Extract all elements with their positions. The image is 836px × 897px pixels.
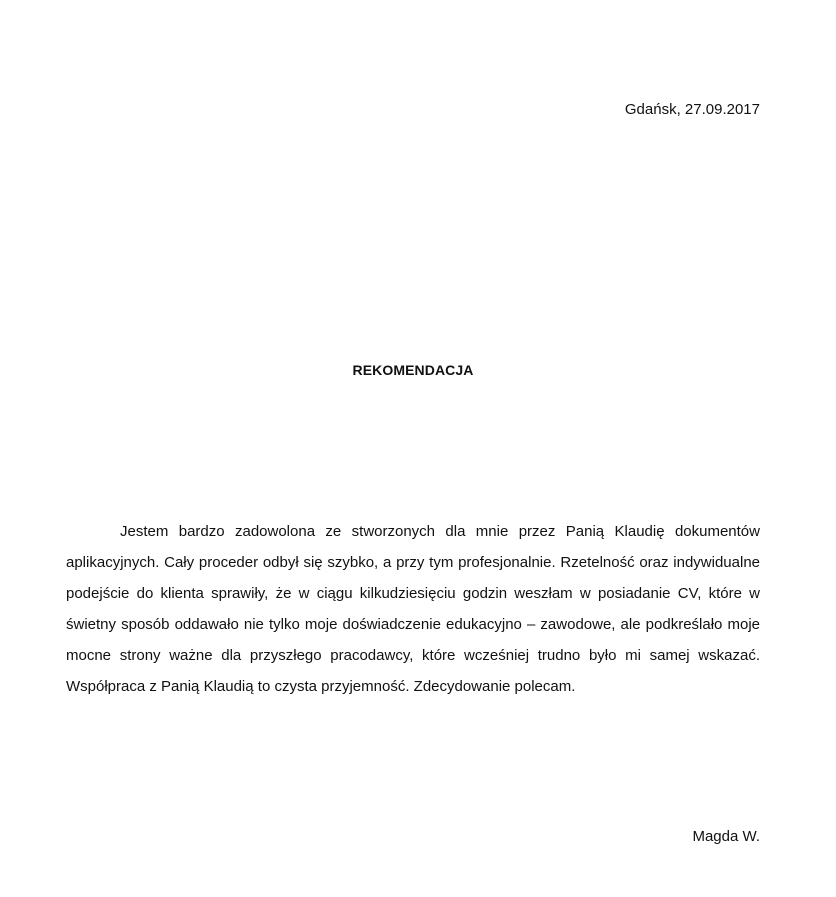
recommendation-body: Jestem bardzo zadowolona ze stworzonych dla mnie przez Panią Klaudię dokumentów aplikacyjnych. Cały proceder odbył się szybko, a przy tym profesjonalnie. Rzetelność oraz indywidualne podejście do klienta sprawiły, że w ciągu kilkudziesięciu godzin weszłam w posiadanie CV, które w świetny sposób oddawało nie tylko moje doświadczenie edukacyjno – zawodowe, ale podkreślało moje mocne strony ważne dla przyszłego pracodawcy, które wcześniej trudno było mi samej wskazać. Współpraca z Panią Klaudią to czysta przyjemność. Zdecydowanie polecam. bbox=[66, 523, 760, 695]
letter-title: REKOMENDACJA bbox=[352, 362, 474, 378]
signature: Magda W. bbox=[692, 828, 760, 845]
place-and-date: Gdańsk, 27.09.2017 bbox=[624, 101, 760, 118]
